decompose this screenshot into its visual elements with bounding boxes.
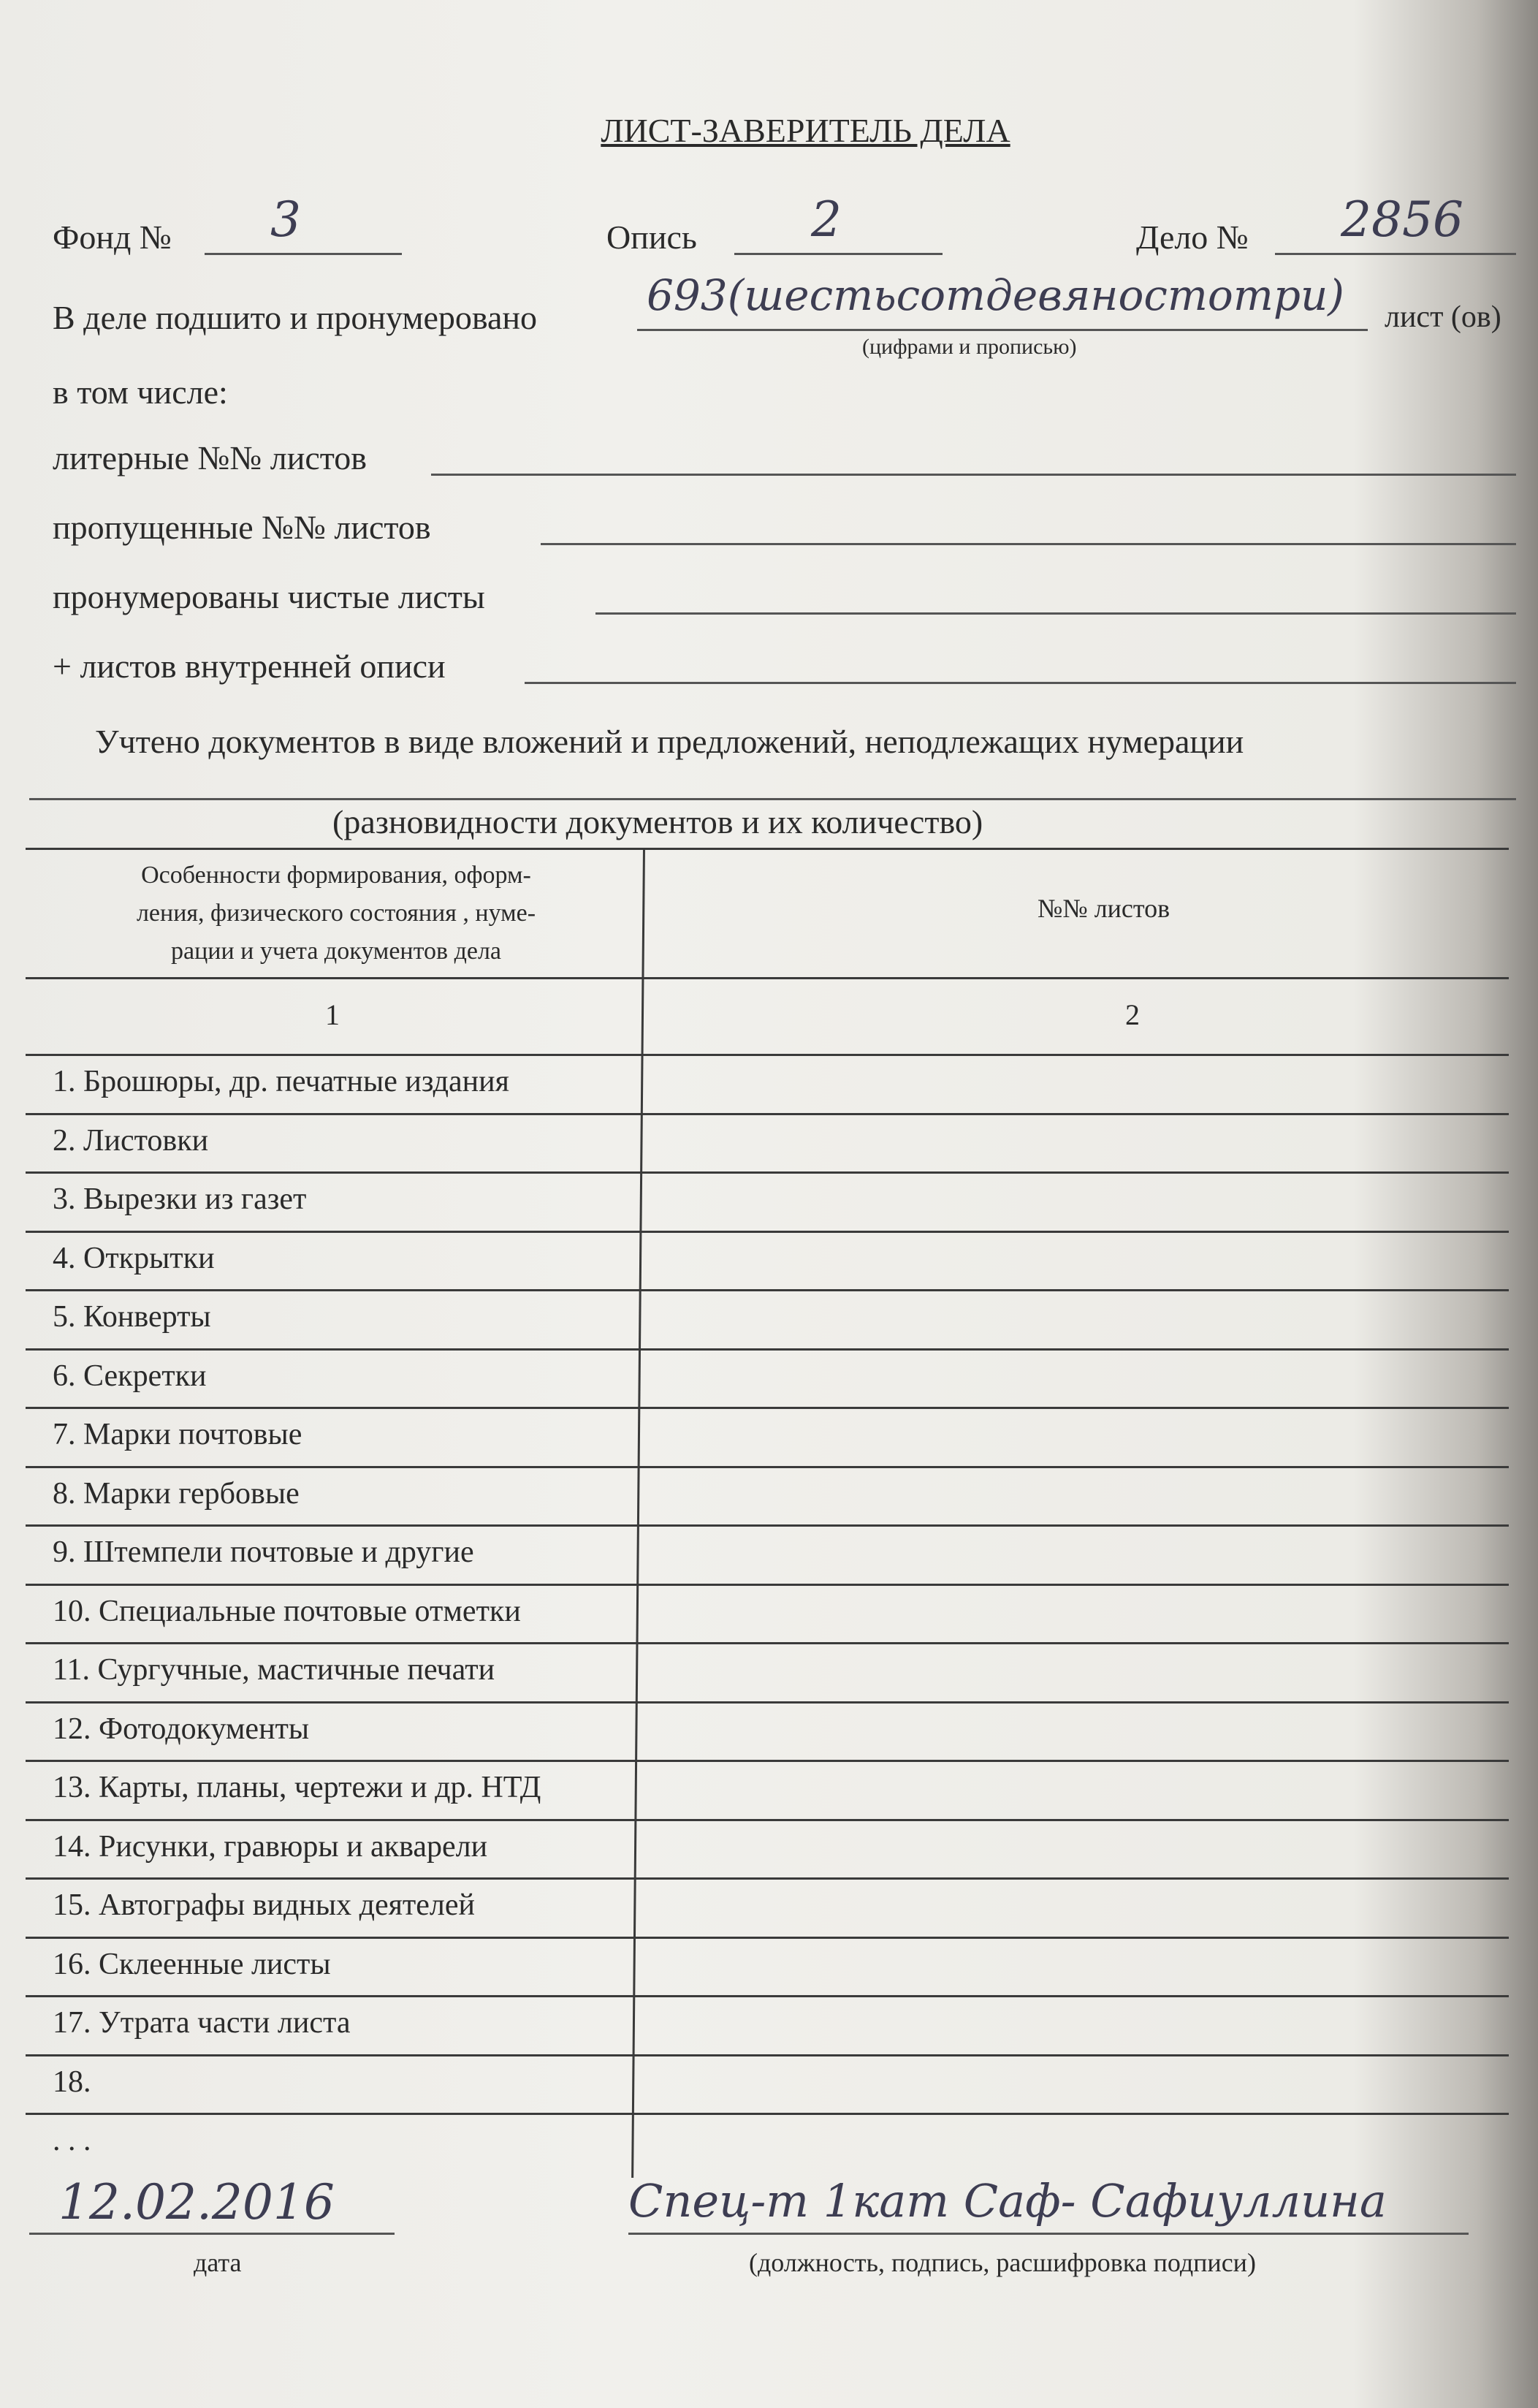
fond-label: Фонд № bbox=[53, 219, 172, 256]
header-line: Особенности формирования, оформ- bbox=[141, 862, 531, 889]
table-row-value-cell[interactable] bbox=[647, 1701, 1505, 1758]
table-row-label: 7. Марки почтовые bbox=[53, 1418, 302, 1451]
table-row-value-cell[interactable] bbox=[647, 1995, 1505, 2051]
header-line: ления, физического состояния , нуме- bbox=[136, 900, 536, 927]
table-row-value-cell[interactable] bbox=[647, 1760, 1505, 1816]
fond-value[interactable]: 3 bbox=[270, 191, 301, 248]
delo-value[interactable]: 2856 bbox=[1341, 191, 1463, 248]
sheets-hint: (цифрами и прописью) bbox=[862, 335, 1077, 359]
attachments-underline[interactable] bbox=[29, 798, 1516, 800]
table-row-label: 18. bbox=[53, 2065, 91, 2099]
table-row-label: 10. Специальные почтовые отметки bbox=[53, 1594, 521, 1628]
table-row-label: 15. Автографы видных деятелей bbox=[53, 1888, 475, 1922]
table-row-label: 13. Карты, планы, чертежи и др. НТД bbox=[53, 1771, 541, 1804]
table-header-col2: №№ листов bbox=[1038, 894, 1170, 923]
table-row-value-cell[interactable] bbox=[647, 2113, 1505, 2169]
field-underline[interactable] bbox=[541, 543, 1516, 545]
table-row-label: 11. Сургучные, мастичные печати bbox=[53, 1653, 495, 1687]
table-row-label: 8. Марки гербовые bbox=[53, 1476, 300, 1511]
table-row-value-cell[interactable] bbox=[647, 1524, 1505, 1581]
attachments-text: Учтено документов в виде вложений и предложений, неподлежащих нумерации bbox=[95, 723, 1244, 760]
opis-underline bbox=[734, 253, 943, 255]
table-row-value-cell[interactable] bbox=[647, 1348, 1505, 1405]
date-underline bbox=[29, 2233, 395, 2235]
table-row-value-cell[interactable] bbox=[647, 1231, 1505, 1287]
table-row-label: 5. Конверты bbox=[53, 1300, 211, 1334]
signature-underline bbox=[628, 2233, 1469, 2235]
table-row-value-cell[interactable] bbox=[647, 1407, 1505, 1463]
field-underline[interactable] bbox=[525, 682, 1516, 684]
field-label: + листов внутренней описи bbox=[53, 647, 446, 685]
table-row-value-cell[interactable] bbox=[647, 1054, 1505, 1110]
header-line: рации и учета документов дела bbox=[170, 938, 502, 965]
date-label: дата bbox=[194, 2248, 242, 2277]
fond-underline bbox=[205, 253, 402, 255]
table-row-value-cell[interactable] bbox=[647, 1466, 1505, 1522]
field-label: пропущенные №№ листов bbox=[53, 509, 431, 546]
table-header-col1 bbox=[29, 857, 643, 971]
date-value[interactable]: 12.02.2016 bbox=[58, 2174, 335, 2230]
table-row-value-cell[interactable] bbox=[647, 1171, 1505, 1228]
field-underline[interactable] bbox=[431, 474, 1516, 476]
table-row-label: 16. Склеенные листы bbox=[53, 1947, 331, 1981]
sheets-underline bbox=[637, 329, 1368, 331]
table-row-value-cell[interactable] bbox=[647, 1937, 1505, 1993]
table-row-label: 14. Рисунки, гравюры и акварели bbox=[53, 1829, 488, 1864]
table-row-label: 2. Листовки bbox=[53, 1123, 209, 1158]
field-label: литерные №№ листов bbox=[53, 439, 368, 476]
table-row-label: 3. Вырезки из газет bbox=[53, 1182, 307, 1216]
attachments-hint: (разновидности документов и их количество) bbox=[332, 803, 983, 840]
delo-underline bbox=[1275, 253, 1516, 255]
table-header-border bbox=[26, 977, 1509, 979]
field-label: пронумерованы чистые листы bbox=[53, 578, 485, 615]
sheets-value[interactable]: 693(шестьсотдевяностотри) bbox=[647, 270, 1344, 320]
table-row-label: 17. Утрата части листа bbox=[53, 2006, 351, 2040]
table-row-value-cell[interactable] bbox=[647, 1289, 1505, 1345]
field-underline[interactable] bbox=[595, 612, 1516, 615]
signature-label: (должность, подпись, расшифровка подписи) bbox=[749, 2248, 1256, 2277]
table-row-label: 1. Брошюры, др. печатные издания bbox=[53, 1065, 509, 1098]
table-row-value-cell[interactable] bbox=[647, 1877, 1505, 1934]
table-row-label: 12. Фотодокументы bbox=[53, 1712, 310, 1746]
table-row-value-cell[interactable] bbox=[647, 1113, 1505, 1169]
opis-value[interactable]: 2 bbox=[811, 191, 842, 248]
table-row-label: . . . bbox=[53, 2124, 91, 2157]
signature-value[interactable]: Спец-т 1кат Саф- Сафиуллина bbox=[628, 2174, 1387, 2227]
including-label: в том числе: bbox=[53, 373, 228, 411]
table-row-label: 4. Открытки bbox=[53, 1241, 215, 1275]
table-col-number: 2 bbox=[1125, 998, 1140, 1031]
delo-label: Дело № bbox=[1136, 219, 1249, 256]
table-row-label: 6. Секретки bbox=[53, 1359, 207, 1393]
table-row-value-cell[interactable] bbox=[647, 1819, 1505, 1875]
table-row-label: 9. Штемпели почтовые и другие bbox=[53, 1535, 474, 1569]
table-row-value-cell[interactable] bbox=[647, 2054, 1505, 2111]
table-column-divider bbox=[631, 848, 645, 2178]
sheets-suffix: лист (ов) bbox=[1385, 300, 1501, 334]
sheets-label: В деле подшито и пронумеровано bbox=[53, 299, 538, 336]
form-title: ЛИСТ-ЗАВЕРИТЕЛЬ ДЕЛА bbox=[601, 112, 1010, 149]
opis-label: Опись bbox=[606, 219, 697, 256]
table-row-value-cell[interactable] bbox=[647, 1584, 1505, 1640]
table-row-value-cell[interactable] bbox=[647, 1642, 1505, 1698]
table-top-border bbox=[26, 848, 1509, 850]
table-col-number: 1 bbox=[325, 998, 340, 1031]
